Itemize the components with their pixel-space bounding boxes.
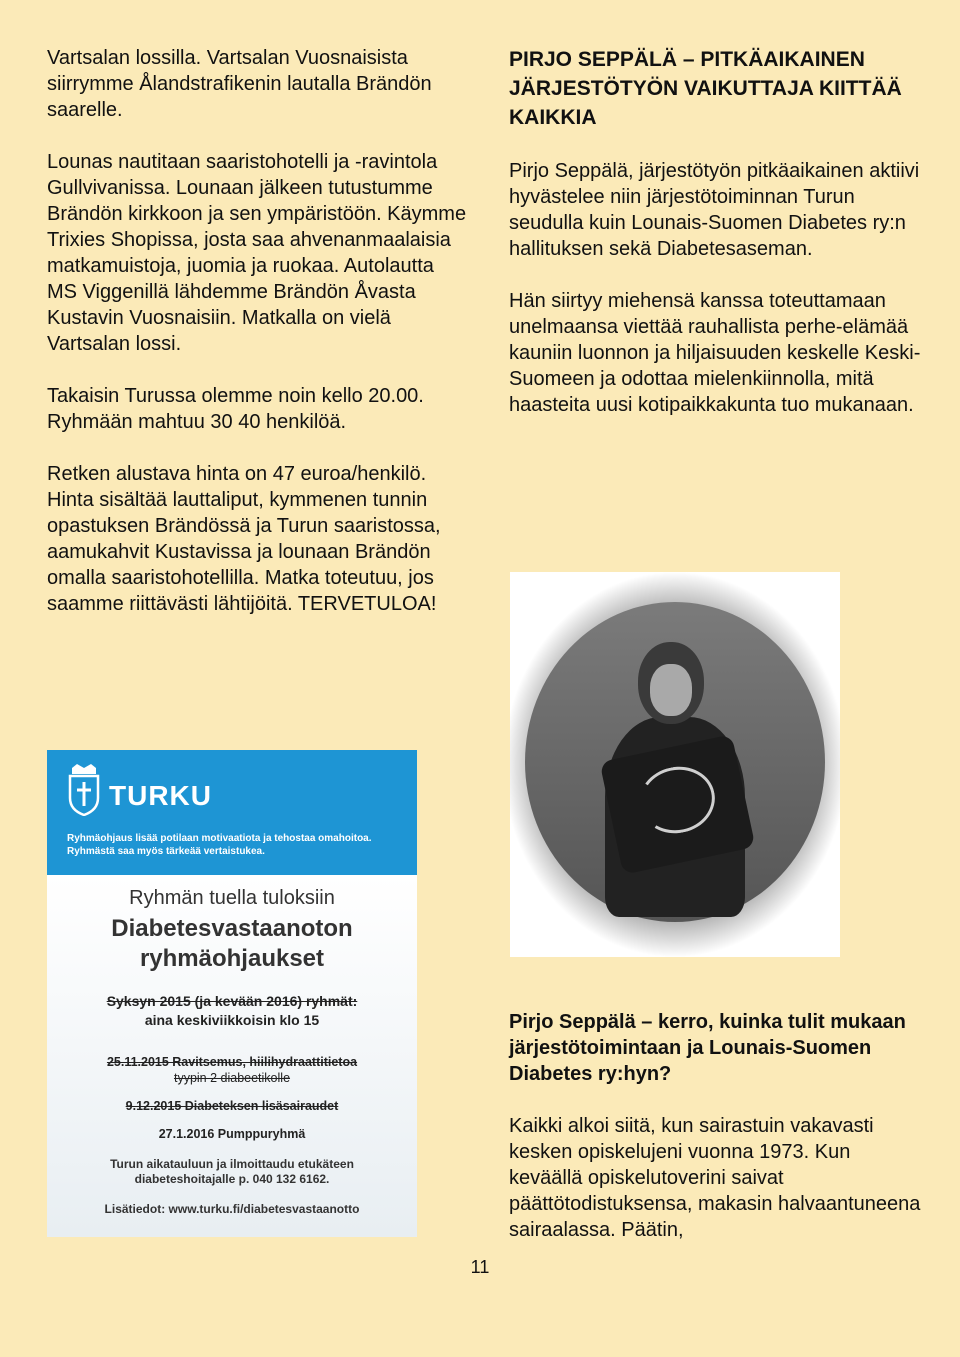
ad-date-2: 9.12.2015 Diabeteksen lisäsairaudet [125, 1099, 339, 1113]
ad-brand: TURKU [109, 780, 212, 811]
ad-schedule: aina keskiviikkoisin klo 15 [144, 1012, 320, 1028]
left-paragraph-1: Vartsalan lossilla. Vartsalan Vuosnaisista siirrymme Ålandstrafikenin lautalla Brändön saarelle. [47, 47, 432, 121]
ad-date-3: 27.1.2016 Pumppuryhmä [158, 1127, 306, 1141]
ad-title-1: Ryhmän tuella tuloksiin [129, 887, 335, 909]
turku-coat-of-arms-icon [67, 764, 101, 816]
interview-answer: Kaikki alkoi siitä, kun sairastuin vakavasti kesken opiskelujeni vuonna 1973. Kun keväällä opiskelutoverini saivat päättötodistuksensa, makasin halvaantuneena sairaalassa. Päätin, [509, 1115, 921, 1241]
article-heading: PIRJO SEPPÄLÄ – PITKÄAIKAINEN JÄRJESTÖTYÖN VAIKUTTAJA KIITTÄÄ KAIKKIA [509, 48, 902, 129]
left-paragraph-2: Lounas nautitaan saaristohotelli ja -ravintola Gullvivanissa. Lounaan jälkeen tutustumme Brändön kirkkoon ja sen ympäristöön. Käymme Trixies Shopissa, josta saa ahvenanmaalaisia matkamuistoja, juomia ja ruokaa. Autolautta MS Viggenillä lähdemme Brändön Åvasta Kustavin Vuosnaisiin. Matkalla on vielä Vartsalan lossi. [47, 151, 467, 355]
portrait-photo [510, 572, 840, 957]
ad-title-2: Diabetesvastaanoton [111, 915, 353, 942]
ad-footer-1: Turun aikatauluun ja ilmoittaudu etukäteen [110, 1157, 354, 1171]
left-paragraph-4: Retken alustava hinta on 47 euroa/henkilö. Hinta sisältää lauttaliput, kymmenen tunnin opastuksen Brändössä ja Turun saaristossa, aamukahvit Kustavissa ja lounaan Brändön omalla saaristohotellilla. Matka toteutuu, jos saamme riittävästi lähtijöitä. TERVETULOA! [47, 463, 441, 615]
right-paragraph-2: Hän siirtyy miehensä kanssa toteuttamaan unelmaansa viettää rauhallista perhe-elämää kauniin luonnon ja hiljaisuuden keskelle Keski-Suomeen ja odottaa mielenkiinnolla, mitä haasteita uusi kotipaikkakunta tuo mukanaan. [509, 290, 921, 416]
ad-footer-2: diabeteshoitajalle p. 040 132 6162. [134, 1172, 330, 1186]
ad-subtitle: Ryhmäohjaus lisää potilaan motivaatiota ja tehostaa omahoitoa. Ryhmästä saa myös tärkeää vertaistukea. [67, 833, 372, 857]
page-number: 11 [470, 1257, 490, 1277]
ad-date-1: 25.11.2015 Ravitsemus, hiilihydraattitietoa [106, 1055, 358, 1069]
ad-header [47, 750, 417, 875]
ad-season: Syksyn 2015 (ja kevään 2016) ryhmät: [106, 993, 358, 1009]
ad-footer-link[interactable]: Lisätiedot: www.turku.fi/diabetesvastaanotto [104, 1202, 360, 1216]
ad-title-3: ryhmäohjaukset [139, 945, 325, 972]
right-paragraph-1: Pirjo Seppälä, järjestötyön pitkäaikainen aktiivi hyvästelee niin järjestötoiminnan Turun seudulla kuin Lounais-Suomen Diabetes ry:n hallituksen sekä Diabetesaseman. [509, 160, 920, 260]
left-column [47, 45, 467, 643]
ad-body [47, 875, 417, 1237]
interview-question: Pirjo Seppälä – kerro, kuinka tulit mukaan järjestötoimintaan ja Lounais-Suomen Diabetes ry:hyn? [509, 1011, 906, 1085]
ad-date-1-cont: tyypin 2 diabeetikolle [173, 1071, 291, 1085]
turku-advertisement [47, 750, 417, 1237]
photo-person-face [650, 664, 692, 716]
right-column [509, 45, 929, 444]
interview-section [509, 1009, 929, 1269]
left-paragraph-3: Takaisin Turussa olemme noin kello 20.00. Ryhmään mahtuu 30 40 henkilöä. [47, 385, 424, 433]
